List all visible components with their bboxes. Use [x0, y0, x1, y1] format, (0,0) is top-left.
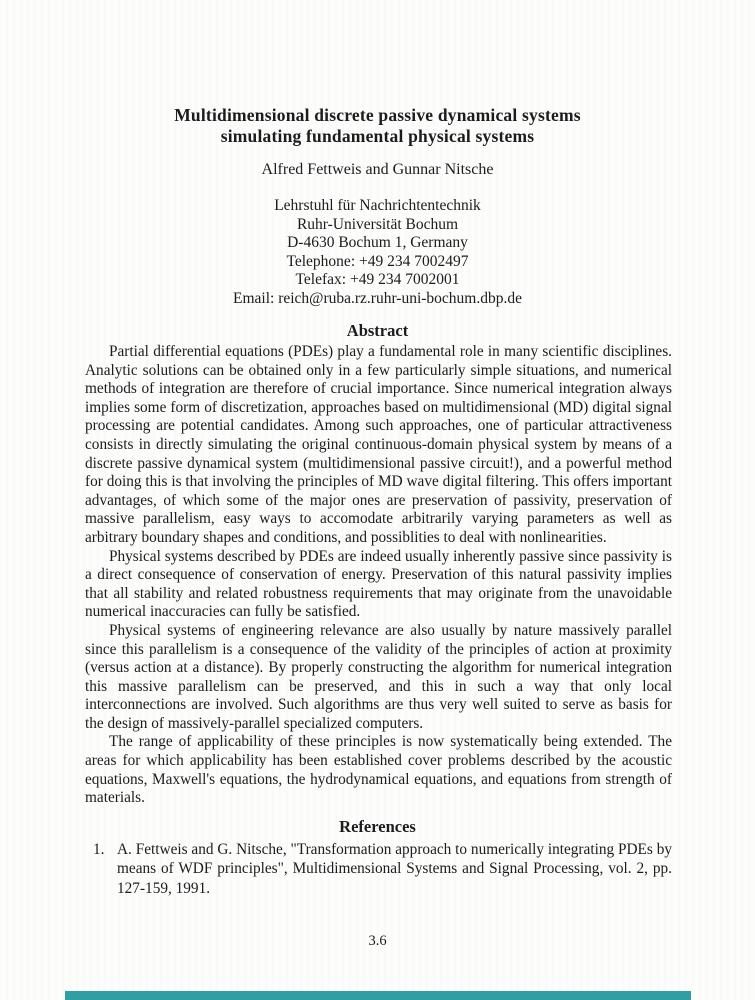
- abstract-paragraph-4: The range of applicability of these principles is now systematically being extended. The areas for which applicability has been established cover problems described by the acoustic equations, Maxwell's equations, the hydrodynamical equations, and equations from strength of materials.: [85, 733, 672, 807]
- paper-title-line-2: simulating fundamental physical systems: [220, 126, 535, 146]
- affiliation-line-university: Ruhr-Universität Bochum: [296, 215, 459, 233]
- affiliation-block: [0, 197, 755, 308]
- abstract-paragraph-3: Physical systems of engineering relevance are also usually by nature massively parallel since this parallelism is a consequence of the validity of the principles of action at proximity (versus action at a distance). By properly constructing the algorithm for numerical integration this massive parallelism can be preserved, and this in such a way that only local interconnections are involved. Such algorithms are thus very well suited to serve as basis for the design of massively-parallel specialized computers.: [85, 621, 672, 732]
- affiliation-line-telephone: Telephone: +49 234 7002497: [286, 252, 469, 270]
- affiliation-line-email: Email: reich@ruba.rz.ruhr-uni-bochum.dbp.de: [233, 289, 522, 307]
- authors-line: Alfred Fettweis and Gunnar Nitsche: [261, 161, 494, 178]
- reference-text: A. Fettweis and G. Nitsche, "Transformation approach to numerically integrating PDEs by means of WDF principles", Multidimensional Systems and Signal Processing, vol. 2, pp. 127-159, 1991.: [117, 840, 672, 898]
- page-number: 3.6: [368, 933, 387, 949]
- footer-bar: [65, 991, 691, 1000]
- abstract-paragraph-1: Partial differential equations (PDEs) play a fundamental role in many scientific disciplines. Analytic solutions can be obtained only in a few particularly simple situations, and numerical methods of integration are therefore of crucial importance. Since numerical integration always implies some form of discretization, approaches based on multidimensional (MD) digital signal processing are potential candidates. Among such approaches, one of particular attractiveness consists in directly simulating the original continuous-domain physical system by means of a discrete passive dynamical system (multidimensional passive circuit!), and a powerful method for doing this is that involving the principles of MD wave digital filtering. This offers important advantages, of which some of the major ones are preservation of passivity, preservation of massive parallelism, easy ways to accomodate arbitrarily varying parameters as well as arbitrary boundary shapes and conditions, and possiblities to deal with nonlinearities.: [85, 343, 672, 546]
- affiliation-line-institute: Lehrstuhl für Nachrichtentechnik: [274, 197, 481, 214]
- abstract-heading: Abstract: [346, 321, 409, 340]
- references-heading: References: [339, 816, 416, 836]
- affiliation-line-address: D-4630 Bochum 1, Germany: [287, 234, 468, 251]
- paper-title-line-1: Multidimensional discrete passive dynamical systems: [174, 105, 581, 125]
- paper-title: [0, 105, 755, 147]
- reference-item-1: [93, 840, 672, 899]
- reference-number: 1.: [93, 840, 105, 858]
- abstract-paragraph-2: Physical systems described by PDEs are indeed usually inherently passive since passivity is a direct consequence of conservation of energy. Preservation of this natural passivity implies that all stability and related robustness requirements that may originate from the unavoidable numerical inaccuracies can fully be satisfied.: [85, 547, 672, 621]
- abstract-body: [0, 343, 755, 808]
- affiliation-line-telefax: Telefax: +49 234 7002001: [295, 271, 460, 288]
